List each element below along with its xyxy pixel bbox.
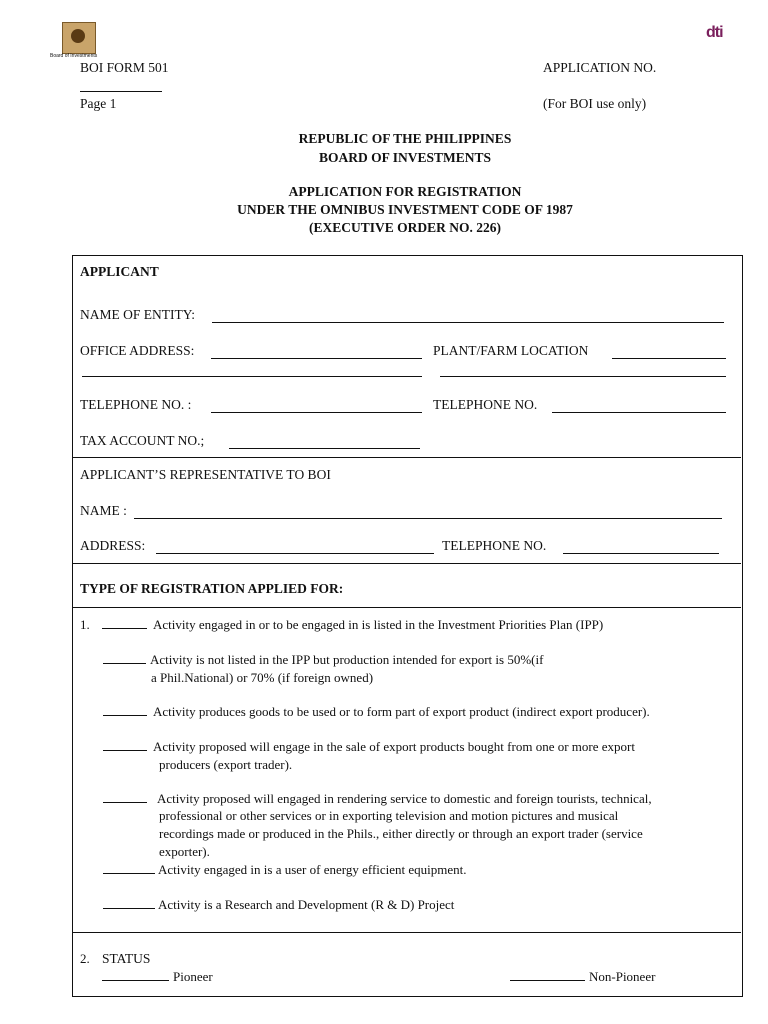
option-text: Activity engaged in or to be engaged in is listed in the Investment Priorities Plan (IPP)	[153, 617, 604, 632]
option-text-continued: professional or other services or in exporting television and motion pictures and musical	[159, 808, 619, 823]
application-no-label: APPLICATION NO.	[543, 60, 657, 75]
office-address-label: OFFICE ADDRESS:	[80, 343, 195, 358]
page-number: Page 1	[80, 96, 117, 111]
option-text: Activity proposed will engage in the sale of export products bought from one or more export	[153, 739, 635, 754]
option-checkbox-blank[interactable]	[103, 908, 155, 909]
non-pioneer-checkbox-blank[interactable]	[510, 980, 585, 981]
registration-option-indirect-export	[103, 703, 650, 721]
boi-logo	[62, 22, 96, 54]
representative-heading: APPLICANT’S REPRESENTATIVE TO BOI	[80, 467, 331, 482]
registration-option-energy-efficient	[103, 861, 467, 879]
option-text-continued: recordings made or produced in the Phils., either directly or through an export trader (service	[159, 826, 643, 841]
option-text: Activity is a Research and Development (R & D) Project	[158, 897, 455, 912]
plant-telephone-label: TELEPHONE NO.	[433, 397, 538, 412]
entity-name-label: NAME OF ENTITY:	[80, 307, 196, 322]
boi-logo-caption: Board of Investments	[50, 53, 98, 59]
registration-option-rnd	[103, 896, 454, 914]
option-checkbox-blank[interactable]	[102, 628, 147, 629]
status-item-number: 2.	[80, 951, 90, 966]
registration-option-export-trader	[103, 738, 735, 756]
status-option-pioneer	[102, 968, 213, 986]
rep-telephone-field[interactable]	[563, 553, 719, 554]
registration-option-export	[103, 651, 543, 669]
registration-option-service-exporter	[103, 790, 735, 808]
registration-item-number: 1.	[80, 617, 90, 632]
section-divider	[72, 457, 741, 458]
form-number-blank[interactable]	[80, 91, 162, 92]
title-board: BOARD OF INVESTMENTS	[318, 150, 492, 165]
telephone-field[interactable]	[211, 412, 422, 413]
option-checkbox-blank[interactable]	[103, 750, 147, 751]
status-heading: STATUS	[102, 951, 151, 966]
option-text: Activity is not listed in the IPP but production intended for export is 50%(if	[150, 652, 544, 667]
office-address-field[interactable]	[211, 358, 422, 359]
status-option-non-pioneer	[510, 968, 655, 986]
pioneer-label: Pioneer	[173, 969, 213, 984]
office-address-field-line2[interactable]	[82, 376, 422, 377]
rep-telephone-label: TELEPHONE NO.	[442, 538, 547, 553]
option-checkbox-blank[interactable]	[103, 663, 146, 664]
option-text: Activity proposed will engaged in rendering service to domestic and foreign tourists, technical,	[157, 791, 652, 806]
option-text: Activity produces goods to be used or to form part of export product (indirect export producer).	[153, 704, 650, 719]
dti-logo	[706, 24, 732, 56]
title-executive-order: (EXECUTIVE ORDER NO. 226)	[308, 220, 501, 235]
rep-address-field[interactable]	[156, 553, 434, 554]
non-pioneer-label: Non-Pioneer	[589, 969, 656, 984]
rep-name-label: NAME :	[80, 503, 127, 518]
tax-account-field[interactable]	[229, 448, 420, 449]
registration-type-heading: TYPE OF REGISTRATION APPLIED FOR:	[80, 581, 344, 596]
rep-name-field[interactable]	[134, 518, 722, 519]
plant-location-field-line2[interactable]	[440, 376, 726, 377]
registration-option-ipp	[102, 616, 603, 634]
option-text-continued: a Phil.National) or 70% (if foreign owned)	[151, 670, 374, 685]
option-checkbox-blank[interactable]	[103, 715, 147, 716]
option-checkbox-blank[interactable]	[103, 802, 147, 803]
applicant-heading: APPLICANT	[80, 264, 159, 279]
entity-name-field[interactable]	[212, 322, 724, 323]
title-application: APPLICATION FOR REGISTRATION	[288, 184, 522, 199]
boi-use-only-note: (For BOI use only)	[543, 96, 647, 111]
tax-account-label: TAX ACCOUNT NO.;	[80, 433, 205, 448]
telephone-label: TELEPHONE NO. :	[80, 397, 192, 412]
dti-logo-text: dti	[706, 24, 723, 41]
plant-location-field[interactable]	[612, 358, 726, 359]
option-checkbox-blank[interactable]	[103, 873, 155, 874]
option-text-continued: producers (export trader).	[159, 757, 293, 772]
pioneer-checkbox-blank[interactable]	[102, 980, 169, 981]
title-republic: REPUBLIC OF THE PHILIPPINES	[298, 131, 512, 146]
plant-location-label: PLANT/FARM LOCATION	[433, 343, 589, 358]
title-code: UNDER THE OMNIBUS INVESTMENT CODE OF 1987	[237, 202, 573, 217]
plant-telephone-field[interactable]	[552, 412, 726, 413]
option-text-continued: exporter).	[159, 844, 210, 859]
rep-address-label: ADDRESS:	[80, 538, 146, 553]
section-divider	[72, 563, 741, 564]
section-divider	[72, 932, 741, 933]
option-text: Activity engaged in is a user of energy efficient equipment.	[158, 862, 467, 877]
form-number: BOI FORM 501	[80, 60, 169, 75]
section-divider	[72, 607, 741, 608]
